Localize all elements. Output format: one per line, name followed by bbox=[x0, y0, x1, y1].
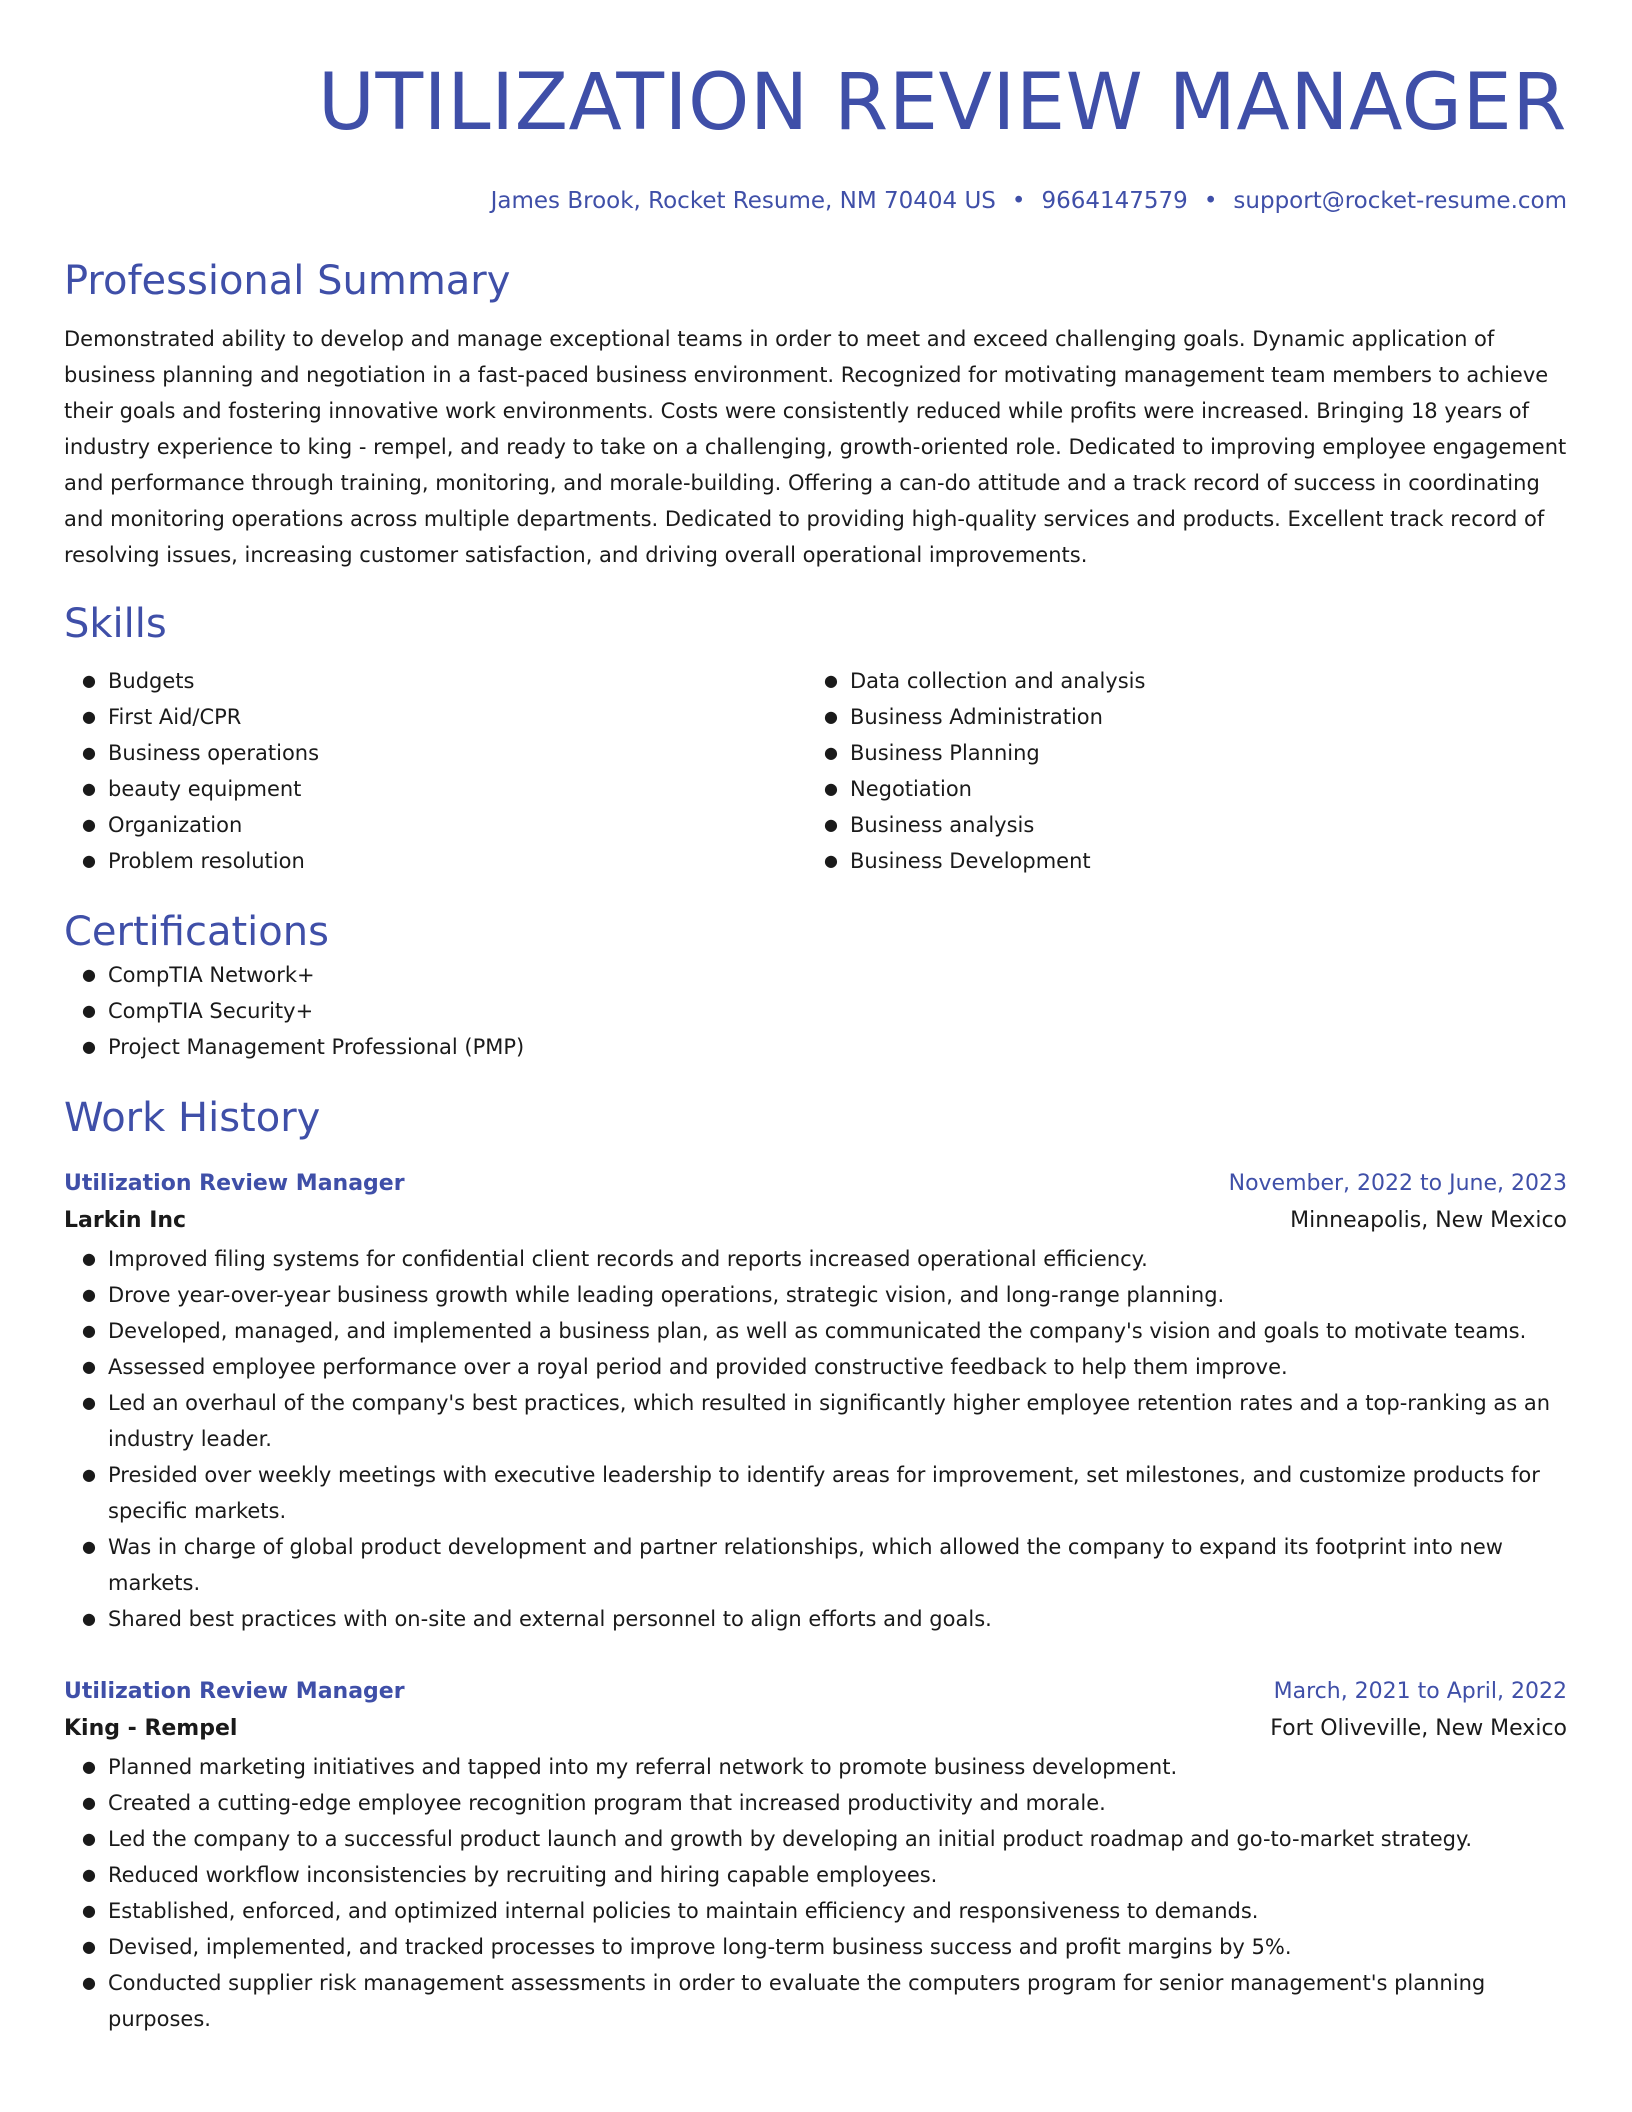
job-dates: March, 2021 to April, 2022 bbox=[1273, 1679, 1567, 1704]
bullet-icon: ● bbox=[82, 965, 96, 984]
bullet-icon: ● bbox=[82, 815, 96, 834]
job-company: Larkin Inc bbox=[64, 1208, 187, 1233]
bullet-icon: ● bbox=[82, 1001, 96, 1020]
job-entry bbox=[64, 1675, 1567, 2037]
bullet-icon: ● bbox=[82, 1357, 96, 1376]
contact-address: James Brook, Rocket Resume, NM 70404 US bbox=[490, 188, 996, 214]
skill-item bbox=[82, 843, 806, 879]
bullet-icon: ● bbox=[824, 779, 838, 798]
resume-title: UTILIZATION REVIEW MANAGER bbox=[317, 58, 1567, 148]
job-bullet bbox=[82, 1529, 1567, 1601]
skill-item bbox=[824, 699, 1548, 735]
certification-label: Project Management Professional (PMP) bbox=[108, 1035, 525, 1059]
resume-page bbox=[64, 0, 1567, 2037]
bullet-icon: ● bbox=[824, 851, 838, 870]
work-history-heading: Work History bbox=[64, 1095, 321, 1141]
certification-label: CompTIA Security+ bbox=[108, 999, 314, 1023]
bullet-icon: ● bbox=[82, 851, 96, 870]
skill-item bbox=[824, 771, 1548, 807]
job-bullet bbox=[82, 1821, 1567, 1857]
bullet-icon: ● bbox=[82, 1285, 96, 1304]
skills-list-right bbox=[806, 663, 1548, 879]
job-header-row bbox=[64, 1675, 1567, 1709]
job-title: Utilization Review Manager bbox=[64, 1171, 405, 1196]
skill-label: Business Administration bbox=[850, 705, 1103, 729]
job-bullet-text: Led the company to a successful product launch and growth by developing an initial product roadmap and go-to-market strategy. bbox=[108, 1827, 1473, 1851]
bullet-icon: ● bbox=[824, 743, 838, 762]
job-bullet bbox=[82, 1385, 1567, 1457]
job-bullets bbox=[64, 1241, 1567, 1637]
skill-label: Organization bbox=[108, 813, 243, 837]
job-bullet bbox=[82, 1277, 1567, 1313]
bullet-icon: ● bbox=[82, 1937, 96, 1956]
summary-heading: Professional Summary bbox=[64, 258, 511, 304]
job-bullet bbox=[82, 1965, 1567, 2037]
bullet-icon: ● bbox=[82, 1829, 96, 1848]
job-bullet bbox=[82, 1241, 1567, 1277]
job-bullet bbox=[82, 1313, 1567, 1349]
job-location: Fort Oliveville, New Mexico bbox=[1270, 1716, 1567, 1741]
job-bullet bbox=[82, 1749, 1567, 1785]
bullet-icon: ● bbox=[824, 671, 838, 690]
skill-item bbox=[82, 735, 806, 771]
certification-item bbox=[82, 957, 1567, 993]
job-bullet bbox=[82, 1349, 1567, 1385]
skill-label: Budgets bbox=[108, 669, 195, 693]
certification-item bbox=[82, 993, 1567, 1029]
job-bullet-text: Established, enforced, and optimized internal policies to maintain efficiency and responsiveness to demands. bbox=[108, 1899, 1259, 1923]
job-bullet bbox=[82, 1601, 1567, 1637]
skill-label: Business operations bbox=[108, 741, 320, 765]
skill-label: Negotiation bbox=[850, 777, 972, 801]
bullet-icon: ● bbox=[82, 1609, 96, 1628]
bullet-icon: ● bbox=[82, 1901, 96, 1920]
certification-label: CompTIA Network+ bbox=[108, 963, 315, 987]
skill-item bbox=[824, 807, 1548, 843]
skill-item bbox=[82, 807, 806, 843]
skills-heading: Skills bbox=[64, 601, 167, 647]
bullet-icon: ● bbox=[82, 743, 96, 762]
bullet-icon: ● bbox=[82, 671, 96, 690]
bullet-icon: ● bbox=[82, 779, 96, 798]
job-company-row bbox=[64, 1709, 1567, 1749]
job-bullet-text: Assessed employee performance over a royal period and provided constructive feedback to help them improve. bbox=[108, 1355, 1288, 1379]
bullet-icon: ● bbox=[824, 707, 838, 726]
skills-columns bbox=[64, 663, 1567, 879]
skill-label: Business analysis bbox=[850, 813, 1035, 837]
job-dates: November, 2022 to June, 2023 bbox=[1228, 1171, 1567, 1196]
bullet-icon: ● bbox=[82, 1865, 96, 1884]
bullet-icon: ● bbox=[82, 707, 96, 726]
job-bullet-text: Presided over weekly meetings with executive leadership to identify areas for improvement, set milestones, and customize products for specific markets. bbox=[108, 1463, 1540, 1523]
job-bullet bbox=[82, 1929, 1567, 1965]
skill-item bbox=[82, 663, 806, 699]
certifications-heading: Certifications bbox=[64, 909, 329, 955]
job-bullet bbox=[82, 1785, 1567, 1821]
skills-list-left bbox=[64, 663, 806, 879]
skills-column-right bbox=[806, 663, 1548, 879]
bullet-icon: ● bbox=[824, 815, 838, 834]
bullet-icon: ● bbox=[82, 1793, 96, 1812]
job-bullet-text: Created a cutting-edge employee recognition program that increased productivity and morale. bbox=[108, 1791, 1106, 1815]
job-entry bbox=[64, 1167, 1567, 1637]
job-location: Minneapolis, New Mexico bbox=[1290, 1208, 1567, 1233]
job-company: King - Rempel bbox=[64, 1716, 238, 1741]
certifications-list bbox=[64, 957, 1567, 1065]
job-header-row bbox=[64, 1167, 1567, 1201]
contact-email[interactable]: support@rocket-resume.com bbox=[1233, 188, 1567, 214]
skill-label: Business Development bbox=[850, 849, 1091, 873]
skill-label: Business Planning bbox=[850, 741, 1040, 765]
job-bullet-text: Devised, implemented, and tracked processes to improve long-term business success and profit margins by 5%. bbox=[108, 1935, 1292, 1959]
skill-item bbox=[824, 735, 1548, 771]
job-bullet-text: Reduced workflow inconsistencies by recruiting and hiring capable employees. bbox=[108, 1863, 938, 1887]
skill-item bbox=[82, 699, 806, 735]
bullet-icon: ● bbox=[82, 1249, 96, 1268]
bullet-icon: ● bbox=[82, 1757, 96, 1776]
skill-item bbox=[824, 663, 1548, 699]
bullet-icon: ● bbox=[82, 1393, 96, 1412]
skill-label: First Aid/CPR bbox=[108, 705, 242, 729]
job-bullets bbox=[64, 1749, 1567, 2037]
bullet-icon: ● bbox=[82, 1465, 96, 1484]
job-bullet bbox=[82, 1893, 1567, 1929]
job-bullet-text: Was in charge of global product development and partner relationships, which allowed the company to expand its footprint into new markets. bbox=[108, 1535, 1503, 1595]
job-company-row bbox=[64, 1201, 1567, 1241]
contact-separator: • bbox=[1203, 188, 1218, 214]
job-bullet bbox=[82, 1857, 1567, 1893]
bullet-icon: ● bbox=[82, 1037, 96, 1056]
job-bullet-text: Improved filing systems for confidential client records and reports increased operational efficiency. bbox=[108, 1247, 1148, 1271]
skill-label: Data collection and analysis bbox=[850, 669, 1146, 693]
certification-item bbox=[82, 1029, 1567, 1065]
job-bullet-text: Drove year-over-year business growth while leading operations, strategic vision, and long-range planning. bbox=[108, 1283, 1225, 1307]
job-bullet-text: Conducted supplier risk management assessments in order to evaluate the computers program for senior management's planning purposes. bbox=[108, 1971, 1486, 2031]
job-bullet-text: Planned marketing initiatives and tapped into my referral network to promote business development. bbox=[108, 1755, 1178, 1779]
skills-column-left bbox=[64, 663, 806, 879]
contact-separator: • bbox=[1011, 188, 1026, 214]
bullet-icon: ● bbox=[82, 1973, 96, 1992]
skill-label: Problem resolution bbox=[108, 849, 305, 873]
job-bullet-text: Shared best practices with on-site and external personnel to align efforts and goals. bbox=[108, 1607, 992, 1631]
job-bullet-text: Led an overhaul of the company's best practices, which resulted in significantly higher employee retention rates and a top-ranking as an industry leader. bbox=[108, 1391, 1551, 1451]
skill-label: beauty equipment bbox=[108, 777, 302, 801]
bullet-icon: ● bbox=[82, 1321, 96, 1340]
job-bullet bbox=[82, 1457, 1567, 1529]
skill-item bbox=[824, 843, 1548, 879]
contact-phone: 9664147579 bbox=[1041, 188, 1188, 214]
job-bullet-text: Developed, managed, and implemented a business plan, as well as communicated the company's vision and goals to motivate teams. bbox=[108, 1319, 1527, 1343]
job-title: Utilization Review Manager bbox=[64, 1679, 405, 1704]
skill-item bbox=[82, 771, 806, 807]
contact-line bbox=[64, 186, 1567, 216]
bullet-icon: ● bbox=[82, 1537, 96, 1556]
summary-text: Demonstrated ability to develop and manage exceptional teams in order to meet and exceed challenging goals. Dynamic application of business planning and negotiation in a fast-paced business environment. Recognized for motivating management team members to achieve their goals and fostering innovative work environments. Costs were consistently reduced while profits were increased. Bringing 18 years of industry experience to king - rempel, and ready to take on a challenging, growth-oriented role. Dedicated to improving employee engagement and performance through training, monitoring, and morale-building. Offering a can-do attitude and a track record of success in coordinating and monitoring operations across multiple departments. Dedicated to providing high-quality services and products. Excellent track record of resolving issues, increasing customer satisfaction, and driving overall operational improvements. bbox=[64, 327, 1567, 567]
